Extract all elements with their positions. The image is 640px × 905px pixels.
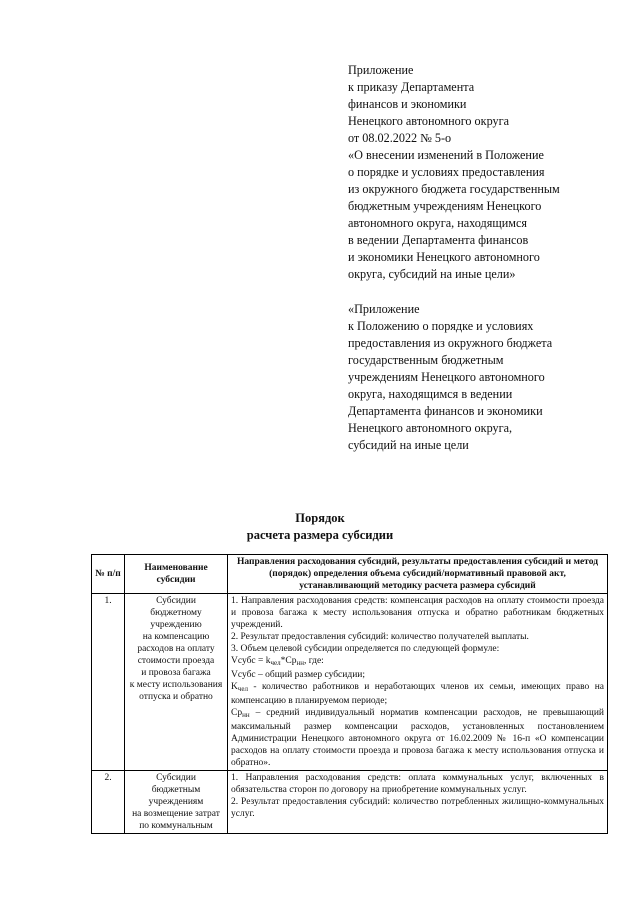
name-line: на компенсацию: [142, 632, 210, 642]
desc-paragraph: 2. Результат предоставления субсидий: количество получателей выплаты.: [231, 632, 529, 642]
title-line-2: расчета размера субсидии: [246, 528, 394, 542]
annex-line: о порядке и условиях предоставления: [348, 165, 545, 179]
annex2-line: к Положению о порядке и условиях: [348, 319, 534, 333]
table-header-row: [92, 555, 608, 594]
name-line: отпуска и обратно: [139, 692, 213, 702]
header-description: Направления расходования субсидий, результаты предоставления субсидий и метод (порядок) определения объема субсидий/нормативный правовой акт, устанавливающий методику расчета размера субсидий: [228, 555, 608, 594]
annex2-line: субсидий на иные цели: [348, 438, 469, 452]
name-line: бюджетному: [150, 608, 202, 618]
row-subsidy-name: [125, 594, 228, 771]
name-line: и провоза багажа: [141, 668, 211, 678]
annex2-line: учреждениям Ненецкого автономного: [348, 370, 545, 384]
desc-paragraph: 1. Направления расходования средств: оплата коммунальных услуг, включенных в обязательства сторон по договору на приобретение коммунальных услуг.: [231, 773, 604, 795]
annex2-line: Департамента финансов и экономики: [348, 404, 543, 418]
name-line: расходов на оплату: [137, 644, 215, 654]
row-subsidy-name: [125, 771, 228, 834]
annex-line: автономного округа, находящимся: [348, 216, 527, 230]
annex-line: из окружного бюджета государственным: [348, 182, 560, 196]
symbol-subscript: чел: [237, 685, 248, 693]
row-number: 1.: [92, 594, 125, 771]
annex-line: Ненецкого автономного округа: [348, 114, 510, 128]
title-line-1: Порядок: [295, 511, 345, 525]
formula-subscript: нн: [296, 659, 304, 667]
name-line: по коммунальным: [139, 821, 213, 831]
definition-text: – средний индивидуальный норматив компенсации расходов, не превышающий максимальный размер компенсации расходов, установленных постановлением Администрации Ненецкого автономного округа от 16.02.2009 № 16-п «О компенсации расходов на оплату стоимости проезда и провоза багажа к месту использования отпуска и обратно».: [231, 708, 604, 768]
desc-paragraph: Vсубс – общий размер субсидии;: [231, 670, 365, 680]
annex2-line: округа, находящимся в ведении: [348, 387, 513, 401]
formula-text: , где:: [303, 656, 324, 666]
row-number: 2.: [92, 771, 125, 834]
annex2-line: государственным бюджетным: [348, 353, 504, 367]
annex-line: в ведении Департамента финансов: [348, 233, 529, 247]
name-line: учреждению: [150, 620, 202, 630]
desc-paragraph: 2. Результат предоставления субсидий: количество потребленных жилищно-коммунальных услуг.: [231, 797, 604, 819]
annex-header: [348, 62, 628, 283]
header-subsidy-name: Наименование субсидии: [125, 555, 228, 594]
formula-subscript: чел: [270, 659, 281, 667]
annex-line: финансов и экономики: [348, 97, 467, 111]
annex2-line: предоставления из окружного бюджета: [348, 336, 553, 350]
annex2-line: «Приложение: [348, 302, 420, 316]
calculation-table: [91, 554, 608, 834]
annex-line: округа, субсидий на иные цели»: [348, 267, 516, 281]
table-row: [92, 594, 608, 771]
name-line: стоимости проезда: [137, 656, 215, 666]
symbol: K: [231, 682, 238, 692]
formula-text: Vсубс = k: [231, 656, 271, 666]
annex-line: бюджетным учреждениям Ненецкого: [348, 199, 542, 213]
name-line: Субсидии: [156, 596, 196, 606]
annex-line: Приложение: [348, 63, 414, 77]
name-line: на возмещение затрат: [132, 809, 220, 819]
table-row: [92, 771, 608, 834]
annex-line: к приказу Департамента: [348, 80, 475, 94]
formula: [231, 655, 604, 669]
annex-line: от 08.02.2022 № 5-о: [348, 131, 452, 145]
annex-line: «О внесении изменений в Положение: [348, 148, 544, 162]
annex2-header: [348, 301, 628, 454]
name-line: бюджетным: [151, 785, 201, 795]
definition-text: - количество работников и неработающих членов их семьи, имеющих право на компенсацию в планируемом периоде;: [231, 682, 604, 706]
name-line: к месту использования: [129, 680, 223, 690]
symbol-subscript: нн: [242, 711, 250, 719]
cp-definition: [231, 707, 604, 769]
formula-text: *Ср: [280, 656, 297, 666]
name-line: Субсидии: [156, 773, 196, 783]
name-line: учреждениям: [148, 797, 204, 807]
desc-paragraph: 1. Направления расходования средств: компенсация расходов на оплату стоимости проезда и провоза багажа к месту использования отпуска и обратно работникам бюджетных учреждений.: [231, 596, 604, 630]
annex-line: и экономики Ненецкого автономного: [348, 250, 540, 264]
document-title: [0, 510, 640, 544]
desc-paragraph: 3. Объем целевой субсидии определяется по следующей формуле:: [231, 644, 500, 654]
header-number: № п/п: [92, 555, 125, 594]
row-description: [228, 594, 608, 771]
annex2-line: Ненецкого автономного округа,: [348, 421, 513, 435]
symbol: Ср: [231, 708, 243, 718]
row-description: [228, 771, 608, 834]
k-definition: [231, 681, 604, 707]
